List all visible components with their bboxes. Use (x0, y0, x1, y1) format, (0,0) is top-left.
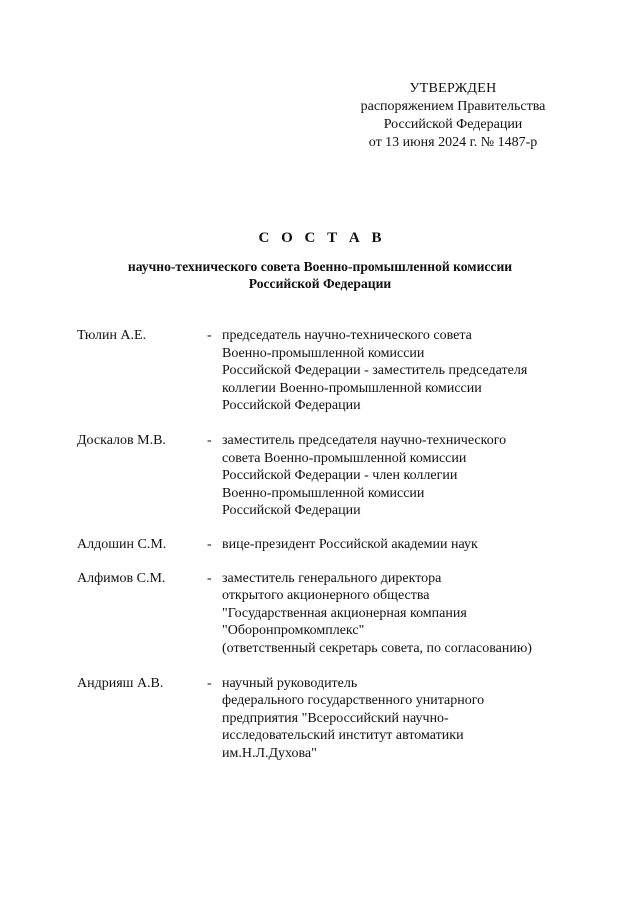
member-entry (77, 327, 577, 415)
member-role (222, 432, 567, 520)
approval-line: Российской Федерации (383, 117, 523, 132)
role-line: заместитель председателя научно-технического (222, 432, 507, 448)
member-name: Алдошин С.М. (77, 536, 167, 552)
role-line: Военно-промышленной комиссии (222, 485, 425, 501)
member-dash: - (207, 536, 212, 552)
role-line: вице-президент Российской академии наук (222, 536, 478, 552)
role-line: Российской Федерации (222, 398, 361, 414)
role-line: научный руководитель (222, 675, 358, 691)
role-line: председатель научно-технического совета (222, 328, 472, 343)
member-entry (77, 432, 577, 520)
role-line: Российской Федерации (222, 503, 361, 519)
member-entry (77, 536, 577, 554)
role-line: Российской Федерации - заместитель председателя (222, 363, 528, 379)
member-dash: - (207, 675, 212, 691)
members-list (77, 327, 577, 762)
role-line: открытого акционерного общества (222, 588, 430, 604)
member-dash: - (207, 432, 212, 448)
member-role (222, 536, 567, 554)
approval-stamp (340, 80, 566, 152)
role-line: "Государственная акционерная компания (222, 605, 467, 621)
role-line: (ответственный секретарь совета, по согласованию) (222, 640, 532, 656)
member-entry (77, 570, 577, 658)
member-name: Алфимов С.М. (77, 570, 166, 586)
role-line: федерального государственного унитарного (222, 693, 485, 709)
role-line: Российской Федерации - член коллегии (222, 468, 458, 484)
document-title: С О С Т А В (258, 230, 386, 246)
role-line: предприятия "Всероссийский научно- (222, 710, 449, 726)
member-role (222, 327, 567, 415)
member-role (222, 675, 567, 763)
member-name: Андрияш А.В. (77, 675, 164, 691)
role-line: Военно-промышленной комиссии (222, 345, 425, 361)
role-line: им.Н.Л.Духова" (222, 745, 317, 761)
role-line: "Оборонпромкомплекс" (222, 623, 365, 639)
subtitle-line: Российской Федерации (248, 276, 392, 291)
member-role (222, 570, 567, 658)
role-line: совета Военно-промышленной комиссии (222, 450, 467, 466)
document-subtitle (0, 258, 640, 292)
subtitle-line: научно-технического совета Военно-промышленной комиссии (127, 259, 513, 274)
approval-line: от 13 июня 2024 г. № 1487-р (368, 135, 538, 150)
member-dash: - (207, 328, 212, 343)
document-heading (0, 228, 640, 292)
role-line: заместитель генерального директора (222, 570, 442, 586)
member-name: Тюлин А.Е. (77, 328, 147, 343)
approval-title: УТВЕРЖДЕН (409, 81, 497, 96)
member-name: Доскалов М.В. (77, 432, 166, 448)
member-dash: - (207, 570, 212, 586)
approval-line: распоряжением Правительства (360, 99, 546, 114)
member-entry (77, 675, 577, 763)
role-line: коллегии Военно-промышленной комиссии (222, 380, 482, 396)
role-line: исследовательский институт автоматики (222, 728, 464, 744)
